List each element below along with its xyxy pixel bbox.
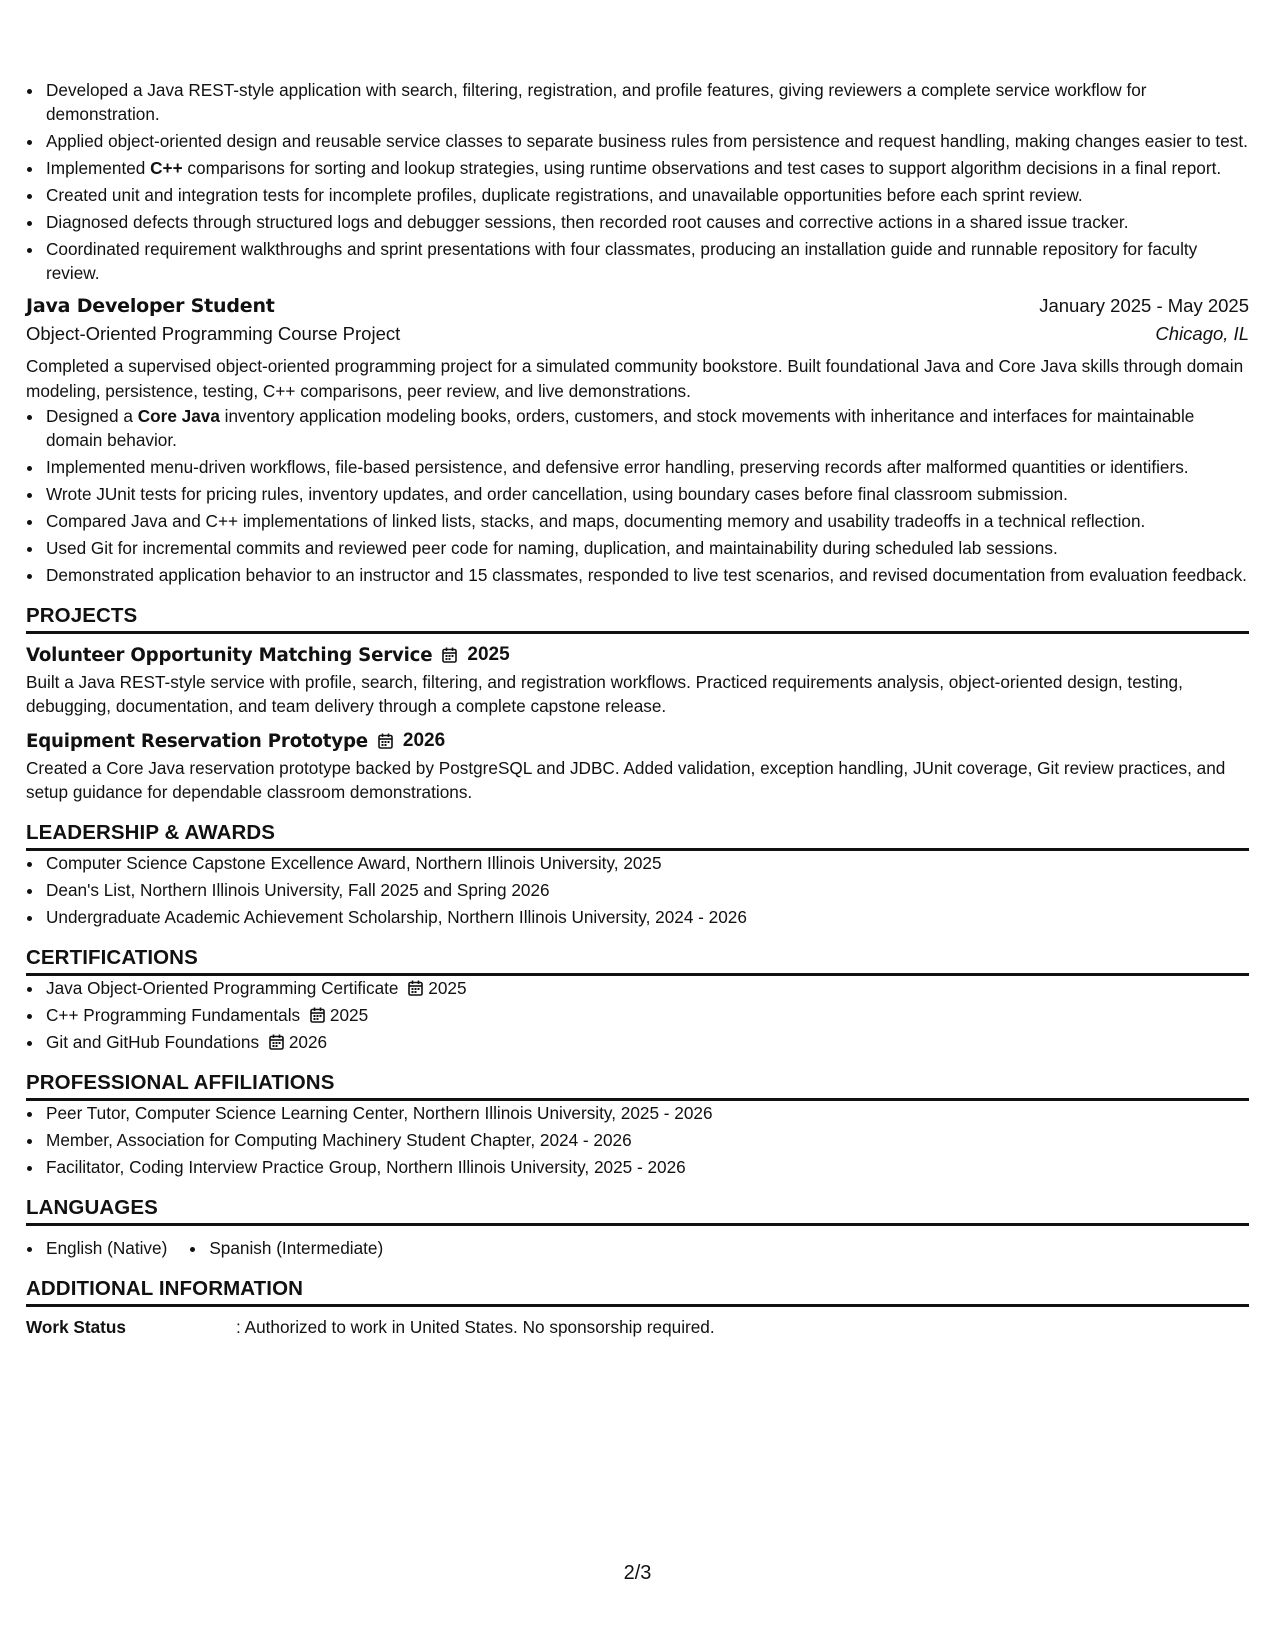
list-item: • Peer Tutor, Computer Science Learning Center, Northern Illinois University, 2025 - 2026 bbox=[44, 1101, 1249, 1125]
section-heading-additional-information: ADDITIONAL INFORMATION bbox=[26, 1277, 1249, 1307]
section-heading-languages: LANGUAGES bbox=[26, 1196, 1249, 1226]
list-item: • Spanish (Intermediate) bbox=[207, 1236, 383, 1260]
project-year: 2025 bbox=[467, 644, 510, 665]
list-item: • Java Object-Oriented Programming Certificate 2025 bbox=[44, 976, 1249, 1000]
list-item: • Wrote JUnit tests for pricing rules, inventory updates, and order cancellation, using boundary cases before final classroom submission. bbox=[44, 482, 1249, 506]
affiliations-list bbox=[26, 1101, 1249, 1179]
awards-list bbox=[26, 851, 1249, 929]
work-status-row bbox=[26, 1315, 1249, 1339]
job-bullets bbox=[26, 404, 1249, 587]
calendar-icon bbox=[442, 647, 457, 663]
list-item: • Coordinated requirement walkthroughs and sprint presentations with four classmates, producing an installation guide and runnable repository for faculty review. bbox=[44, 237, 1249, 285]
job-title: Java Developer Student bbox=[26, 295, 275, 317]
experience-bullets-continued bbox=[26, 78, 1249, 285]
job-location: Chicago, IL bbox=[1155, 323, 1249, 344]
list-item: • Applied object-oriented design and reusable service classes to separate business rules from persistence and request handling, making changes easier to test. bbox=[44, 129, 1249, 153]
list-item: • C++ Programming Fundamentals 2025 bbox=[44, 1003, 1249, 1027]
list-item: • English (Native) bbox=[44, 1236, 167, 1260]
work-status-value: : Authorized to work in United States. No sponsorship required. bbox=[236, 1317, 715, 1337]
list-item: • Member, Association for Computing Machinery Student Chapter, 2024 - 2026 bbox=[44, 1128, 1249, 1152]
work-status-label: Work Status bbox=[26, 1317, 126, 1337]
list-item: • Implemented C++ comparisons for sorting and lookup strategies, using runtime observations and test cases to support algorithm decisions in a final report. bbox=[44, 156, 1249, 180]
project-title: Volunteer Opportunity Matching Service bbox=[26, 644, 433, 666]
list-item: • Implemented menu-driven workflows, file-based persistence, and defensive error handling, preserving records after malformed quantities or identifiers. bbox=[44, 455, 1249, 479]
section-heading-projects: PROJECTS bbox=[26, 604, 1249, 634]
section-heading-certifications: CERTIFICATIONS bbox=[26, 946, 1249, 976]
job-dates: January 2025 - May 2025 bbox=[1039, 295, 1249, 316]
list-item: • Created unit and integration tests for incomplete profiles, duplicate registrations, and unavailable opportunities before each sprint review. bbox=[44, 183, 1249, 207]
job-organization: Object-Oriented Programming Course Project bbox=[26, 323, 401, 344]
job-summary: Completed a supervised object-oriented programming project for a simulated community bookstore. Built foundational Java and Core Java skills through domain modeling, persistence, testing, C++ comparisons, peer review, and live demonstrations. bbox=[26, 356, 1244, 401]
list-item: • Undergraduate Academic Achievement Scholarship, Northern Illinois University, 2024 - 2026 bbox=[44, 905, 1249, 929]
section-heading-affiliations: PROFESSIONAL AFFILIATIONS bbox=[26, 1071, 1249, 1101]
list-item: • Designed a Core Java inventory application modeling books, orders, customers, and stock movements with inheritance and interfaces for maintainable domain behavior. bbox=[44, 404, 1249, 452]
certifications-list bbox=[26, 976, 1249, 1054]
project-entry bbox=[26, 644, 1249, 718]
page-number: 2/3 bbox=[623, 1562, 652, 1584]
job-entry bbox=[26, 295, 1249, 587]
calendar-icon bbox=[310, 1007, 325, 1023]
list-item: • Compared Java and C++ implementations of linked lists, stacks, and maps, documenting memory and usability tradeoffs in a technical reflection. bbox=[44, 509, 1249, 533]
project-year: 2026 bbox=[402, 730, 446, 751]
section-heading-awards: LEADERSHIP & AWARDS bbox=[26, 821, 1249, 851]
calendar-icon bbox=[408, 980, 423, 996]
project-title: Equipment Reservation Prototype bbox=[26, 730, 368, 752]
list-item: • Git and GitHub Foundations 2026 bbox=[44, 1030, 1249, 1054]
project-description: Built a Java REST-style service with profile, search, filtering, and registration workflows. Practiced requirements analysis, object-oriented design, testing, debugging, documentation, and team delivery through a complete capstone release. bbox=[26, 672, 1183, 716]
list-item: • Facilitator, Coding Interview Practice Group, Northern Illinois University, 2025 - 2026 bbox=[44, 1155, 1249, 1179]
project-description: Created a Core Java reservation prototype backed by PostgreSQL and JDBC. Added validation, exception handling, JUnit coverage, Git review practices, and setup guidance for dependable classroom demonstrations. bbox=[26, 758, 1226, 802]
calendar-icon bbox=[378, 733, 393, 749]
project-entry bbox=[26, 730, 1249, 804]
languages-list bbox=[26, 1236, 1249, 1260]
list-item: • Diagnosed defects through structured logs and debugger sessions, then recorded root causes and corrective actions in a shared issue tracker. bbox=[44, 210, 1249, 234]
list-item: • Computer Science Capstone Excellence Award, Northern Illinois University, 2025 bbox=[44, 851, 1249, 875]
list-item: • Used Git for incremental commits and reviewed peer code for naming, duplication, and maintainability during scheduled lab sessions. bbox=[44, 536, 1249, 560]
list-item: • Demonstrated application behavior to an instructor and 15 classmates, responded to live test scenarios, and revised documentation from evaluation feedback. bbox=[44, 563, 1249, 587]
calendar-icon bbox=[269, 1034, 284, 1050]
list-item: • Dean's List, Northern Illinois University, Fall 2025 and Spring 2026 bbox=[44, 878, 1249, 902]
list-item: • Developed a Java REST-style application with search, filtering, registration, and profile features, giving reviewers a complete service workflow for demonstration. bbox=[44, 78, 1249, 126]
